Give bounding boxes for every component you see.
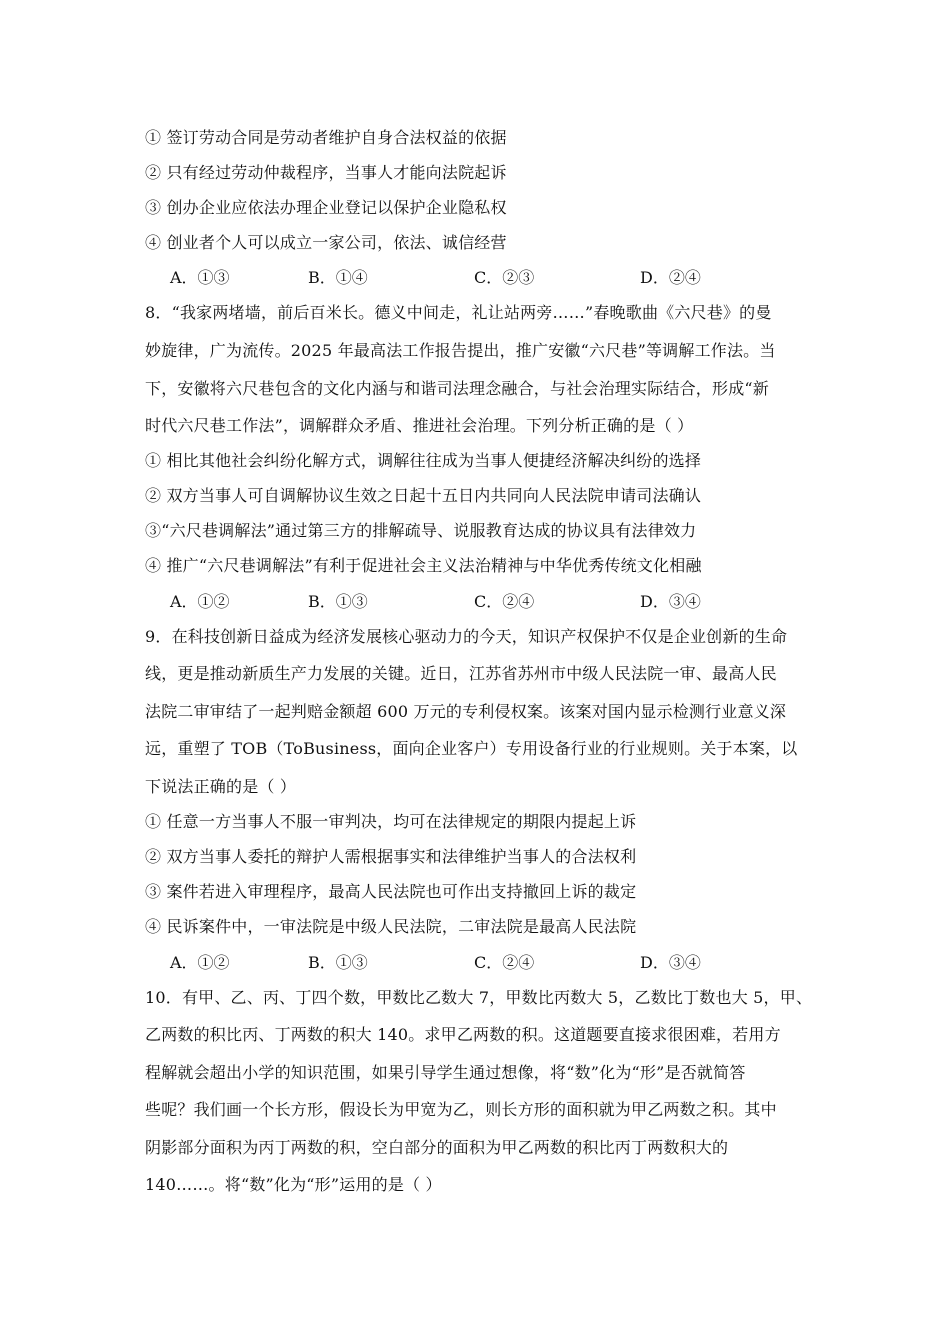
q9-statement-2: ② 双方当事人委托的辩护人需根据事实和法律维护当事人的合法权利: [145, 847, 637, 866]
q10-stem-line-6: 140……。将“数”化为“形”运用的是（ ）: [145, 1175, 442, 1194]
q7-statement-2: ② 只有经过劳动仲裁程序，当事人才能向法院起诉: [145, 163, 507, 182]
q8-statement-3: ③“六尺巷调解法”通过第三方的排解疏导、说服教育达成的协议具有法律效力: [145, 521, 697, 540]
q8-stem-line-2: 妙旋律，广为流传。2025 年最高法工作报告提出，推广安徽“六尺巷”等调解工作法。当: [145, 341, 776, 360]
q7-options: [170, 268, 730, 288]
q8-options: [170, 592, 730, 612]
q9-statement-4: ④ 民诉案件中，一审法院是中级人民法院，二审法院是最高人民法院: [145, 917, 637, 936]
q7-option-b[interactable]: B．①④: [308, 268, 368, 287]
q7-statement-4: ④ 创业者个人可以成立一家公司，依法、诚信经营: [145, 233, 507, 252]
q7-option-c[interactable]: C．②③: [474, 268, 535, 287]
q7-statement-3: ③ 创办企业应依法办理企业登记以保护企业隐私权: [145, 198, 507, 217]
q8-statement-1: ① 相比其他社会纠纷化解方式，调解往往成为当事人便捷经济解决纠纷的选择: [145, 451, 702, 470]
q9-option-c[interactable]: C．②④: [474, 953, 535, 972]
q8-statement-2: ② 双方当事人可自调解协议生效之日起十五日内共同向人民法院申请司法确认: [145, 486, 702, 505]
q9-stem-line-1: 9．在科技创新日益成为经济发展核心驱动力的今天，知识产权保护不仅是企业创新的生命: [145, 627, 788, 646]
q8-statement-4: ④ 推广“六尺巷调解法”有利于促进社会主义法治精神与中华优秀传统文化相融: [145, 556, 702, 575]
q9-options: [170, 953, 730, 973]
q9-stem-line-4: 远，重塑了 TOB（ToBusiness，面向企业客户）专用设备行业的行业规则。关于本案，以: [145, 739, 798, 758]
q10-stem-line-5: 阴影部分面积为丙丁两数的积，空白部分的面积为甲乙两数的积比丙丁两数积大的: [145, 1138, 729, 1157]
q8-option-b[interactable]: B．①③: [308, 592, 368, 611]
q10-stem-line-1: 10．有甲、乙、丙、丁四个数，甲数比乙数大 7，甲数比丙数大 5，乙数比丁数也大 5，甲、: [145, 988, 813, 1007]
q9-option-d[interactable]: D．③④: [640, 953, 701, 972]
q10-stem-line-2: 乙两数的积比丙、丁两数的积大 140。求甲乙两数的积。这道题要直接求很困难，若用方: [145, 1025, 781, 1044]
q10-stem-line-4: 些呢？我们画一个长方形，假设长为甲宽为乙，则长方形的面积就为甲乙两数之积。其中: [145, 1100, 777, 1119]
q9-option-a[interactable]: A．①②: [170, 953, 230, 972]
q9-option-b[interactable]: B．①③: [308, 953, 368, 972]
q7-option-d[interactable]: D．②④: [640, 268, 701, 287]
q7-statement-1: ① 签订劳动合同是劳动者维护自身合法权益的依据: [145, 128, 507, 147]
q8-option-c[interactable]: C．②④: [474, 592, 535, 611]
q8-option-d[interactable]: D．③④: [640, 592, 701, 611]
q9-statement-3: ③ 案件若进入审理程序，最高人民法院也可作出支持撤回上诉的裁定: [145, 882, 637, 901]
q9-stem-line-2: 线，更是推动新质生产力发展的关键。近日，江苏省苏州市中级人民法院一审、最高人民: [145, 664, 777, 683]
q8-option-a[interactable]: A．①②: [170, 592, 230, 611]
q8-stem-line-4: 时代六尺巷工作法”，调解群众矛盾、推进社会治理。下列分析正确的是（ ）: [145, 416, 694, 435]
q10-stem-line-3: 程解就会超出小学的知识范围，如果引导学生通过想像，将“数”化为“形”是否就简答: [145, 1063, 746, 1082]
q9-stem-line-3: 法院二审审结了一起判赔金额超 600 万元的专利侵权案。该案对国内显示检测行业意义深: [145, 702, 787, 721]
q9-statement-1: ① 任意一方当事人不服一审判决，均可在法律规定的期限内提起上诉: [145, 812, 637, 831]
q7-option-a[interactable]: A．①③: [170, 268, 230, 287]
q8-stem-line-3: 下，安徽将六尺巷包含的文化内涵与和谐司法理念融合，与社会治理实际结合，形成“新: [145, 379, 769, 398]
q9-stem-line-5: 下说法正确的是（ ）: [145, 777, 297, 796]
q8-stem-line-1: 8．“我家两堵墙，前后百米长。德义中间走，礼让站两旁……”春晚歌曲《六尺巷》的曼: [145, 303, 772, 322]
